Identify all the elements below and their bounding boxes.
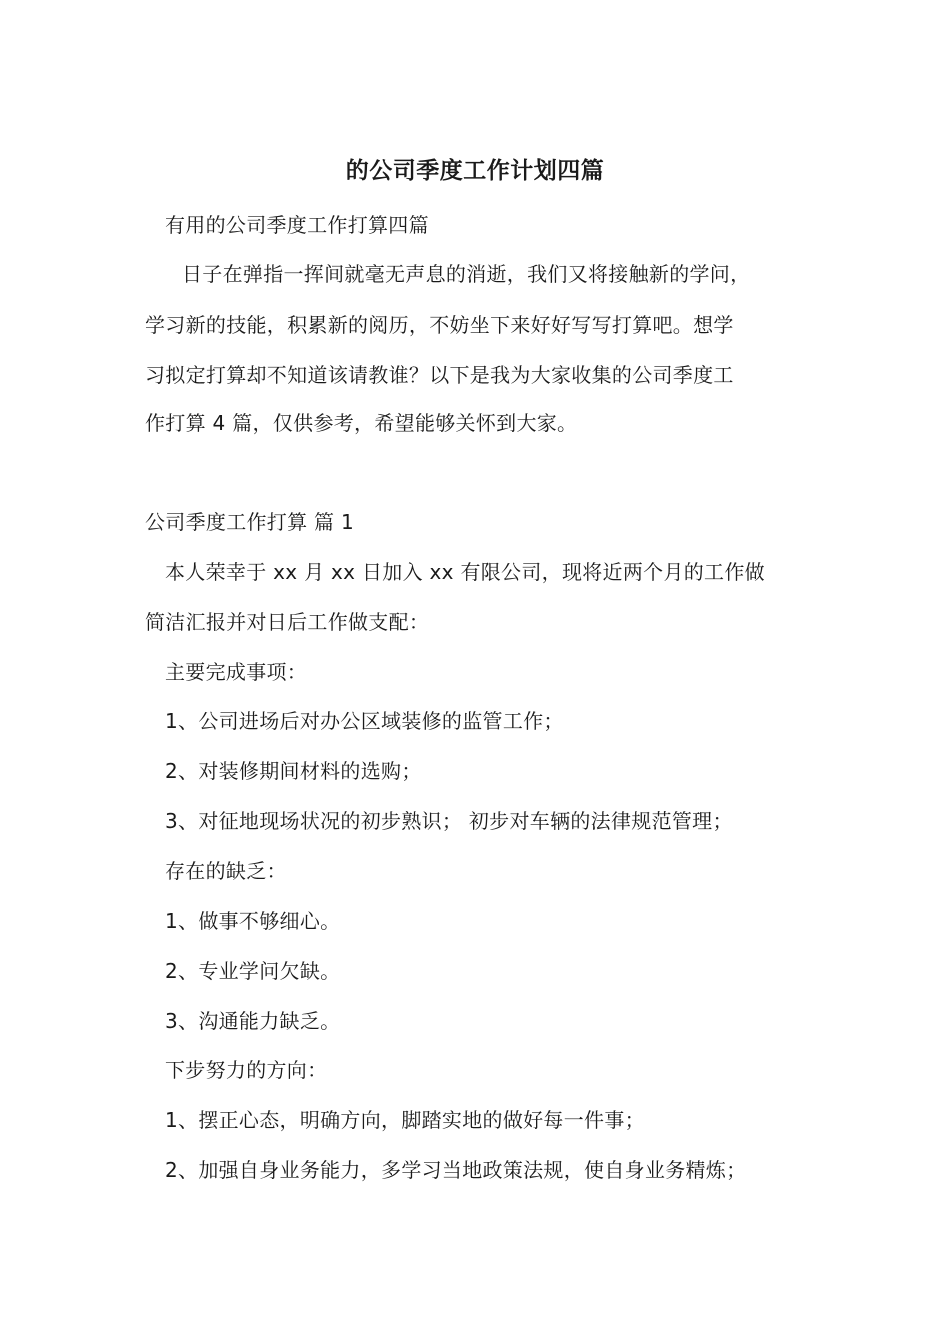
list-item: 1、公司进场后对办公区域装修的监管工作； [165,709,564,733]
intro-line-3: 习拟定打算却不知道该请教谁？以下是我为大家收集的公司季度工 [145,363,734,387]
next-heading: 下步努力的方向： [165,1058,328,1082]
completed-heading: 主要完成事项： [165,660,308,684]
section-heading: 公司季度工作打算 篇 1 [145,510,355,534]
list-item: 1、做事不够细心。 [165,909,341,933]
list-item: 3、沟通能力缺乏。 [165,1009,341,1033]
document-title: 的公司季度工作计划四篇 [345,158,605,184]
intro-line-1: 日子在弹指一挥间就毫无声息的消逝，我们又将接触新的学问， [182,262,751,286]
list-item: 2、对装修期间材料的选购； [165,759,422,783]
list-item: 2、加强自身业务能力，多学习当地政策法规，使自身业务精炼； [165,1158,747,1182]
list-item: 3、对征地现场状况的初步熟识； 初步对车辆的法律规范管理； [165,809,733,833]
intro-line-4: 作打算 4 篇，仅供参考，希望能够关怀到大家。 [145,411,578,435]
list-item: 1、摆正心态，明确方向，脚踏实地的做好每一件事； [165,1108,645,1132]
shortcomings-heading: 存在的缺乏： [165,859,287,883]
document-subtitle: 有用的公司季度工作打算四篇 [165,213,429,237]
intro-line-2: 学习新的技能，积累新的阅历，不妨坐下来好好写写打算吧。想学 [145,313,734,337]
opening-line-1: 本人荣幸于 xx 月 xx 日加入 xx 有限公司，现将近两个月的工作做 [165,560,765,584]
list-item: 2、专业学问欠缺。 [165,959,341,983]
opening-line-2: 简洁汇报并对日后工作做支配： [145,610,430,634]
